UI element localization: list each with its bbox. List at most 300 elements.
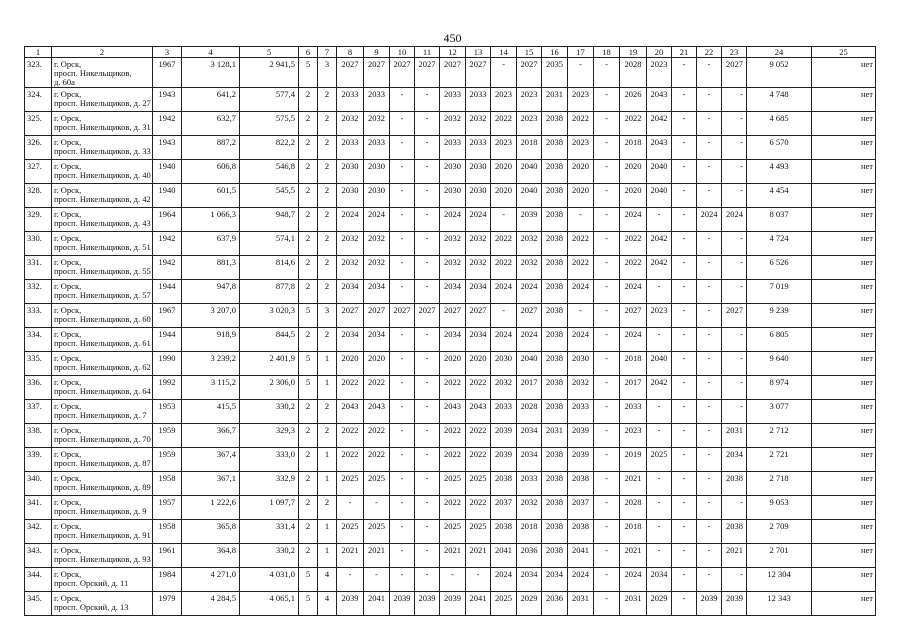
- value-cell: 2032: [517, 232, 542, 256]
- value-cell: 2032: [517, 496, 542, 520]
- table-row: [25, 208, 876, 232]
- value-cell: 2: [299, 232, 318, 256]
- value-cell: 2022: [440, 376, 466, 400]
- address-line: г. Орск,: [54, 59, 82, 69]
- value-cell: -: [672, 112, 697, 136]
- column-number-cell: 16: [542, 47, 568, 58]
- value-cell: 2024: [491, 328, 517, 352]
- address-line: просп. Никельщиков, д. 43: [54, 218, 151, 228]
- value-cell: -: [390, 208, 415, 232]
- address-line: г. Орск,: [54, 377, 82, 387]
- value-cell: нет: [812, 184, 876, 208]
- value-cell: нет: [812, 88, 876, 112]
- value-cell: -: [594, 136, 620, 160]
- value-cell: 2038: [542, 232, 568, 256]
- value-cell: нет: [812, 496, 876, 520]
- value-cell: 2024: [697, 208, 722, 232]
- row-number-cell: 328.: [25, 184, 52, 208]
- value-cell: 2 712: [747, 424, 812, 448]
- table-row: [25, 184, 876, 208]
- value-cell: 1 222,6: [182, 496, 240, 520]
- address-line: просп. Никельщиков, д. 64: [54, 386, 151, 396]
- value-cell: 546,8: [240, 160, 299, 184]
- value-cell: 2023: [647, 304, 672, 328]
- value-cell: -: [415, 328, 440, 352]
- value-cell: -: [415, 184, 440, 208]
- value-cell: 606,8: [182, 160, 240, 184]
- value-cell: 2018: [620, 352, 647, 376]
- value-cell: 9 640: [747, 352, 812, 376]
- value-cell: 1942: [153, 112, 182, 136]
- value-cell: 1: [318, 520, 337, 544]
- value-cell: -: [390, 256, 415, 280]
- value-cell: -: [390, 328, 415, 352]
- value-cell: 2: [318, 328, 337, 352]
- value-cell: -: [415, 88, 440, 112]
- value-cell: 2020: [440, 352, 466, 376]
- value-cell: 2043: [440, 400, 466, 424]
- value-cell: -: [647, 544, 672, 568]
- value-cell: 2039: [390, 592, 415, 616]
- value-cell: 2038: [542, 184, 568, 208]
- value-cell: -: [722, 256, 747, 280]
- value-cell: 1967: [153, 58, 182, 88]
- address-cell: [52, 328, 153, 352]
- value-cell: -: [594, 520, 620, 544]
- address-cell: [52, 208, 153, 232]
- value-cell: -: [415, 112, 440, 136]
- value-cell: -: [672, 328, 697, 352]
- value-cell: 2024: [620, 280, 647, 304]
- value-cell: 1967: [153, 304, 182, 328]
- value-cell: -: [722, 112, 747, 136]
- column-number-cell: 15: [517, 47, 542, 58]
- address-line: просп. Никельщиков, д. 89: [54, 482, 151, 492]
- value-cell: 2038: [491, 520, 517, 544]
- column-number-cell: 19: [620, 47, 647, 58]
- value-cell: 1958: [153, 472, 182, 496]
- address-line: просп. Никельщиков, д. 9: [54, 506, 147, 516]
- value-cell: 2021: [466, 544, 491, 568]
- value-cell: 2028: [620, 58, 647, 88]
- value-cell: -: [697, 280, 722, 304]
- value-cell: -: [594, 184, 620, 208]
- value-cell: 2038: [722, 520, 747, 544]
- value-cell: 2028: [620, 496, 647, 520]
- value-cell: 1 097,7: [240, 496, 299, 520]
- value-cell: 2043: [466, 400, 491, 424]
- address-line: г. Орск,: [54, 497, 82, 507]
- column-number-cell: 4: [182, 47, 240, 58]
- value-cell: 2037: [568, 496, 594, 520]
- value-cell: 9 053: [747, 496, 812, 520]
- column-number-cell: 1: [25, 47, 52, 58]
- value-cell: 1959: [153, 448, 182, 472]
- value-cell: -: [594, 208, 620, 232]
- value-cell: 2020: [491, 160, 517, 184]
- value-cell: -: [440, 568, 466, 592]
- value-cell: 2039: [415, 592, 440, 616]
- value-cell: 2023: [647, 58, 672, 88]
- value-cell: 2017: [620, 376, 647, 400]
- value-cell: 2038: [542, 472, 568, 496]
- value-cell: 2: [299, 328, 318, 352]
- value-cell: 2027: [364, 304, 390, 328]
- value-cell: 2041: [466, 592, 491, 616]
- column-number-cell: 8: [337, 47, 364, 58]
- value-cell: 2: [299, 208, 318, 232]
- address-line: г. Орск,: [54, 209, 82, 219]
- value-cell: 4 493: [747, 160, 812, 184]
- column-number-cell: 9: [364, 47, 390, 58]
- column-number-cell: 21: [672, 47, 697, 58]
- value-cell: -: [697, 160, 722, 184]
- value-cell: 3 239,2: [182, 352, 240, 376]
- value-cell: -: [337, 568, 364, 592]
- value-cell: 2043: [337, 400, 364, 424]
- value-cell: 2024: [337, 208, 364, 232]
- value-cell: 2030: [440, 184, 466, 208]
- value-cell: -: [672, 280, 697, 304]
- value-cell: 2027: [722, 304, 747, 328]
- value-cell: 2024: [364, 208, 390, 232]
- value-cell: 918,9: [182, 328, 240, 352]
- value-cell: 2038: [491, 472, 517, 496]
- value-cell: -: [672, 400, 697, 424]
- value-cell: -: [390, 184, 415, 208]
- value-cell: 2022: [466, 496, 491, 520]
- value-cell: -: [594, 544, 620, 568]
- address-cell: [52, 280, 153, 304]
- value-cell: 2032: [466, 232, 491, 256]
- value-cell: 2034: [364, 328, 390, 352]
- value-cell: 6 805: [747, 328, 812, 352]
- value-cell: -: [672, 136, 697, 160]
- value-cell: -: [697, 256, 722, 280]
- value-cell: 6 526: [747, 256, 812, 280]
- value-cell: 2033: [364, 136, 390, 160]
- value-cell: -: [568, 304, 594, 328]
- value-cell: 2023: [517, 112, 542, 136]
- address-cell: [52, 58, 153, 88]
- address-line: г. Орск,: [54, 593, 82, 603]
- value-cell: 2035: [542, 58, 568, 88]
- value-cell: 2027: [722, 58, 747, 88]
- value-cell: 367,4: [182, 448, 240, 472]
- value-cell: 2025: [364, 472, 390, 496]
- value-cell: 2038: [542, 496, 568, 520]
- value-cell: 4 271,0: [182, 568, 240, 592]
- value-cell: 2018: [517, 136, 542, 160]
- value-cell: 2038: [542, 208, 568, 232]
- value-cell: 2023: [491, 88, 517, 112]
- value-cell: 2 709: [747, 520, 812, 544]
- value-cell: 365,8: [182, 520, 240, 544]
- table-row: [25, 400, 876, 424]
- address-cell: [52, 88, 153, 112]
- value-cell: 1979: [153, 592, 182, 616]
- value-cell: 2 718: [747, 472, 812, 496]
- row-number-cell: 323.: [25, 58, 52, 88]
- value-cell: 2039: [568, 448, 594, 472]
- value-cell: 1964: [153, 208, 182, 232]
- value-cell: 2018: [620, 136, 647, 160]
- value-cell: 881,3: [182, 256, 240, 280]
- value-cell: 2: [299, 544, 318, 568]
- value-cell: 2031: [568, 592, 594, 616]
- value-cell: нет: [812, 280, 876, 304]
- address-line: г. Орск,: [54, 353, 82, 363]
- value-cell: 12 304: [747, 568, 812, 592]
- value-cell: -: [390, 520, 415, 544]
- value-cell: 9 239: [747, 304, 812, 328]
- value-cell: 1992: [153, 376, 182, 400]
- value-cell: 4 724: [747, 232, 812, 256]
- value-cell: 2: [318, 184, 337, 208]
- value-cell: -: [672, 160, 697, 184]
- address-line: просп. Никельщиков, д. 55: [54, 266, 151, 276]
- table-row: [25, 520, 876, 544]
- value-cell: -: [722, 88, 747, 112]
- table-body: [25, 47, 876, 616]
- value-cell: 877,8: [240, 280, 299, 304]
- value-cell: 2032: [517, 256, 542, 280]
- value-cell: 2034: [440, 328, 466, 352]
- value-cell: 5: [299, 304, 318, 328]
- value-cell: -: [415, 448, 440, 472]
- table-row: [25, 568, 876, 592]
- value-cell: -: [415, 424, 440, 448]
- address-line: просп. Никельщиков, д. 62: [54, 362, 151, 372]
- address-cell: [52, 232, 153, 256]
- table-row: [25, 304, 876, 328]
- table-row: [25, 328, 876, 352]
- table-row: [25, 448, 876, 472]
- value-cell: 2025: [466, 472, 491, 496]
- value-cell: -: [722, 136, 747, 160]
- value-cell: 2027: [620, 304, 647, 328]
- value-cell: -: [594, 232, 620, 256]
- value-cell: 2030: [364, 184, 390, 208]
- value-cell: 1: [318, 544, 337, 568]
- value-cell: 1959: [153, 424, 182, 448]
- value-cell: 2022: [568, 256, 594, 280]
- value-cell: 2022: [364, 448, 390, 472]
- value-cell: 2022: [466, 448, 491, 472]
- value-cell: 2032: [364, 112, 390, 136]
- value-cell: 2: [299, 88, 318, 112]
- value-cell: 2034: [722, 448, 747, 472]
- row-number-cell: 334.: [25, 328, 52, 352]
- value-cell: -: [415, 544, 440, 568]
- column-number-header-row: [25, 47, 876, 58]
- value-cell: -: [722, 280, 747, 304]
- value-cell: -: [672, 376, 697, 400]
- row-number-cell: 330.: [25, 232, 52, 256]
- value-cell: 2039: [440, 592, 466, 616]
- address-cell: [52, 256, 153, 280]
- value-cell: 2029: [647, 592, 672, 616]
- value-cell: 2042: [647, 256, 672, 280]
- value-cell: -: [647, 424, 672, 448]
- value-cell: 4 065,1: [240, 592, 299, 616]
- value-cell: 2021: [620, 472, 647, 496]
- value-cell: -: [722, 232, 747, 256]
- value-cell: 332,9: [240, 472, 299, 496]
- address-cell: [52, 568, 153, 592]
- value-cell: 574,1: [240, 232, 299, 256]
- value-cell: 2021: [620, 544, 647, 568]
- row-number-cell: 326.: [25, 136, 52, 160]
- value-cell: 2: [318, 256, 337, 280]
- value-cell: нет: [812, 376, 876, 400]
- row-number-cell: 345.: [25, 592, 52, 616]
- table-row: [25, 160, 876, 184]
- address-line: г. Орск,: [54, 401, 82, 411]
- value-cell: -: [390, 280, 415, 304]
- value-cell: 2022: [620, 256, 647, 280]
- value-cell: -: [390, 352, 415, 376]
- value-cell: -: [594, 304, 620, 328]
- value-cell: -: [697, 328, 722, 352]
- value-cell: -: [594, 448, 620, 472]
- value-cell: 8 974: [747, 376, 812, 400]
- row-number-cell: 338.: [25, 424, 52, 448]
- address-line: просп. Никельщиков, д. 27: [54, 98, 151, 108]
- value-cell: -: [697, 424, 722, 448]
- value-cell: 1984: [153, 568, 182, 592]
- value-cell: 2: [299, 448, 318, 472]
- value-cell: 2033: [466, 136, 491, 160]
- value-cell: -: [697, 544, 722, 568]
- value-cell: -: [364, 568, 390, 592]
- value-cell: -: [722, 376, 747, 400]
- address-line: г. Орск,: [54, 569, 82, 579]
- value-cell: 2022: [620, 112, 647, 136]
- row-number-cell: 343.: [25, 544, 52, 568]
- value-cell: 1943: [153, 136, 182, 160]
- row-number-cell: 341.: [25, 496, 52, 520]
- value-cell: -: [722, 568, 747, 592]
- value-cell: нет: [812, 352, 876, 376]
- value-cell: 2022: [466, 424, 491, 448]
- value-cell: -: [390, 160, 415, 184]
- value-cell: нет: [812, 58, 876, 88]
- value-cell: 2: [318, 232, 337, 256]
- table-row: [25, 136, 876, 160]
- value-cell: 3 020,3: [240, 304, 299, 328]
- value-cell: 2034: [517, 568, 542, 592]
- value-cell: 2: [299, 424, 318, 448]
- value-cell: 2020: [337, 352, 364, 376]
- value-cell: 2039: [517, 208, 542, 232]
- value-cell: нет: [812, 232, 876, 256]
- value-cell: нет: [812, 592, 876, 616]
- address-line: просп. Никельщиков, д. 7: [54, 410, 147, 420]
- value-cell: -: [415, 568, 440, 592]
- value-cell: -: [672, 184, 697, 208]
- value-cell: 2027: [337, 304, 364, 328]
- value-cell: 1944: [153, 328, 182, 352]
- table-row: [25, 472, 876, 496]
- value-cell: -: [568, 58, 594, 88]
- value-cell: -: [390, 424, 415, 448]
- value-cell: 2020: [466, 352, 491, 376]
- value-cell: -: [672, 424, 697, 448]
- value-cell: 2027: [466, 304, 491, 328]
- value-cell: 5: [299, 592, 318, 616]
- value-cell: 575,5: [240, 112, 299, 136]
- value-cell: 1943: [153, 88, 182, 112]
- value-cell: -: [390, 496, 415, 520]
- value-cell: -: [672, 448, 697, 472]
- value-cell: 4 748: [747, 88, 812, 112]
- value-cell: 2038: [542, 376, 568, 400]
- value-cell: -: [390, 568, 415, 592]
- value-cell: 7 019: [747, 280, 812, 304]
- row-number-cell: 325.: [25, 112, 52, 136]
- value-cell: 2037: [491, 496, 517, 520]
- value-cell: 2026: [620, 88, 647, 112]
- value-cell: -: [594, 328, 620, 352]
- value-cell: -: [415, 400, 440, 424]
- value-cell: -: [697, 472, 722, 496]
- address-cell: [52, 448, 153, 472]
- value-cell: 2030: [337, 184, 364, 208]
- value-cell: 2032: [440, 256, 466, 280]
- value-cell: 2033: [337, 88, 364, 112]
- address-line: просп. Орский, д. 13: [54, 602, 129, 612]
- value-cell: 2027: [390, 304, 415, 328]
- value-cell: 887,2: [182, 136, 240, 160]
- value-cell: 2033: [568, 400, 594, 424]
- value-cell: 2040: [647, 352, 672, 376]
- value-cell: 2025: [647, 448, 672, 472]
- value-cell: 2031: [542, 424, 568, 448]
- value-cell: 2: [318, 280, 337, 304]
- value-cell: 2038: [722, 472, 747, 496]
- value-cell: -: [697, 520, 722, 544]
- value-cell: -: [647, 328, 672, 352]
- value-cell: -: [647, 520, 672, 544]
- value-cell: 1: [318, 472, 337, 496]
- table-row: [25, 88, 876, 112]
- table-row: [25, 376, 876, 400]
- value-cell: 2 701: [747, 544, 812, 568]
- value-cell: -: [594, 424, 620, 448]
- row-number-cell: 336.: [25, 376, 52, 400]
- value-cell: 2038: [542, 520, 568, 544]
- value-cell: 3 128,1: [182, 58, 240, 88]
- address-line: просп. Никельщиков, д. 87: [54, 458, 151, 468]
- value-cell: 333,0: [240, 448, 299, 472]
- address-line: г. Орск,: [54, 473, 82, 483]
- value-cell: 2021: [364, 544, 390, 568]
- value-cell: -: [491, 208, 517, 232]
- value-cell: 2034: [517, 424, 542, 448]
- value-cell: -: [594, 592, 620, 616]
- value-cell: 4 031,0: [240, 568, 299, 592]
- value-cell: -: [647, 496, 672, 520]
- address-line: г. Орск,: [54, 545, 82, 555]
- value-cell: 545,5: [240, 184, 299, 208]
- value-cell: 641,2: [182, 88, 240, 112]
- value-cell: 2033: [517, 472, 542, 496]
- value-cell: 2024: [440, 208, 466, 232]
- value-cell: 2024: [491, 280, 517, 304]
- value-cell: 4 454: [747, 184, 812, 208]
- value-cell: -: [722, 160, 747, 184]
